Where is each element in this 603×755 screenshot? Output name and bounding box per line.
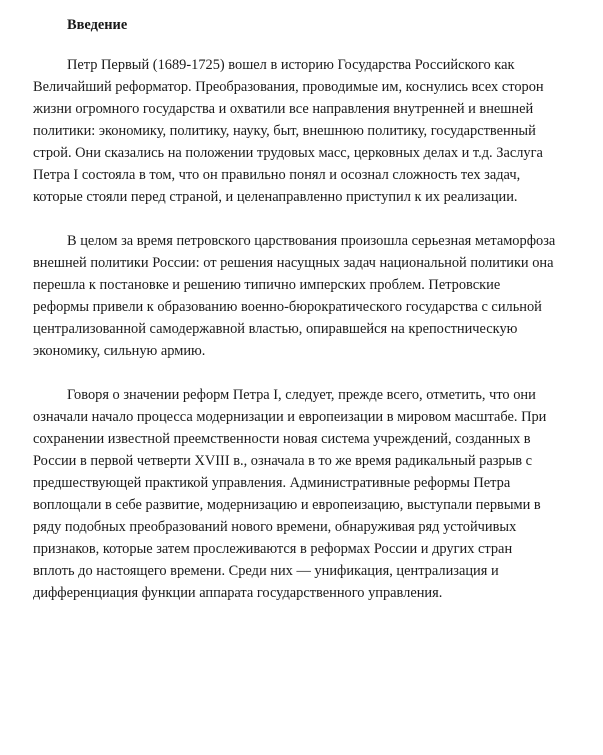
paragraph-line: означали начало процесса модернизации и европеизации в мировом масштабе. При	[33, 409, 547, 425]
paragraph-line: ряду подобных преобразований нового времени, обнаруживая ряд устойчивых	[33, 519, 517, 535]
paragraph-line: реформы привели к образованию военно-бюрократического государства с сильной	[33, 299, 542, 315]
paragraph-line: жизни огромного государства и охватили все направления внутренней и внешней	[33, 101, 534, 117]
paragraph-line: России в первой четверти XVIII в., означала в то же время радикальный разрыв с	[33, 453, 533, 469]
paragraph-line: централизованной самодержавной властью, опиравшейся на крепостническую	[33, 321, 518, 337]
paragraph-1	[33, 54, 601, 208]
paragraph-2	[33, 230, 601, 362]
paragraph-line: В целом за время петровского царствования произошла серьезная метаморфоза	[67, 233, 556, 249]
paragraph-3	[33, 384, 601, 604]
paragraph-line: Величайший реформатор. Преобразования, проводимые им, коснулись всех сторон	[33, 79, 544, 95]
paragraph-line: перешла к постановке и решению типично имперских проблем. Петровские	[33, 277, 501, 293]
paragraph-line: которые стояли перед страной, и целенаправленно приступил к их реализации.	[33, 189, 518, 205]
paragraph-line: признаков, которые затем прослеживаются в реформах России и других стран	[33, 541, 513, 557]
paragraph-line: строй. Они сказались на положении трудовых масс, церковных делах и т.д. Заслуга	[33, 145, 543, 161]
paragraph-line: предшествующей практикой управления. Административные реформы Петра	[33, 475, 511, 491]
document-body	[33, 14, 601, 604]
paragraph-line: экономику, сильную армию.	[33, 343, 206, 359]
paragraph-line: Петр Первый (1689-1725) вошел в историю Государства Российского как	[67, 57, 515, 73]
paragraph-line: вплоть до настоящего времени. Среди них — унификация, централизация и	[33, 563, 499, 579]
section-heading: Введение	[67, 17, 128, 33]
paragraph-line: Петра I состояла в том, что он правильно понял и осознал сложность тех задач,	[33, 167, 521, 183]
paragraph-line: политики: экономику, политику, науку, быт, внешнюю политику, государственный	[33, 123, 536, 139]
paragraph-line: дифференциация функции аппарата государственного управления.	[33, 585, 443, 601]
paragraph-line: Говоря о значении реформ Петра I, следует, прежде всего, отметить, что они	[67, 387, 536, 403]
paragraph-line: воплощали в себе развитие, модернизацию и европеизацию, выступали первыми в	[33, 497, 541, 513]
paragraph-line: сохранении известной преемственности новая система учреждений, созданных в	[33, 431, 531, 447]
paragraph-line: внешней политики России: от решения насущных задач национальной политики она	[33, 255, 554, 271]
